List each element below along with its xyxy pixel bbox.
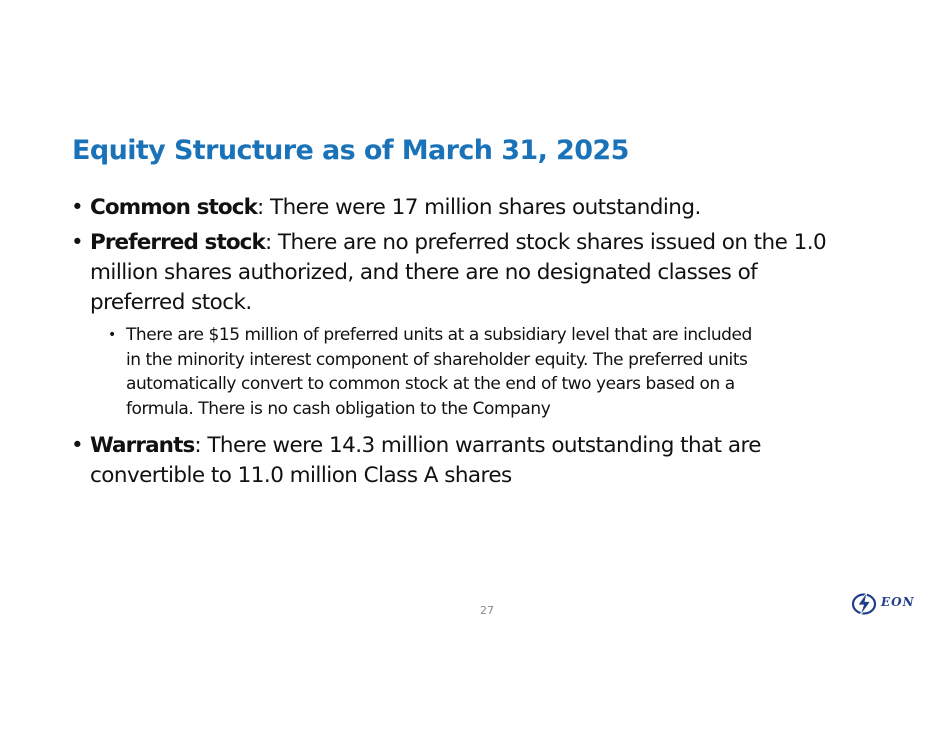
warrants-text-1: : There were 14.3 million warrants outstanding that are xyxy=(194,433,761,458)
slide-title: Equity Structure as of March 31, 2025 xyxy=(72,135,629,166)
sub-bullet-text-2: in the minority interest component of shareholder equity. The preferred units xyxy=(126,349,748,370)
sub-bullet-text-4: formula. There is no cash obligation to the Company xyxy=(126,398,551,419)
slide-content xyxy=(70,193,900,496)
sub-bullet-text-3: automatically convert to common stock at the end of two years based on a xyxy=(126,374,735,394)
bullet-line xyxy=(90,431,900,461)
sub-bullet-text-1: There are $15 million of preferred units at a subsidiary level that are included xyxy=(126,325,752,345)
common-stock-text: : There were 17 million shares outstanding. xyxy=(257,195,701,220)
warrants-label: Warrants xyxy=(90,433,195,458)
sub-bullet-dot: • xyxy=(108,327,116,343)
logo-text: EON xyxy=(881,595,915,609)
preferred-stock-text-1: : There are no preferred stock shares issued on the 1.0 xyxy=(264,230,827,255)
warrants-text-2: convertible to 11.0 million Class A shares xyxy=(90,463,512,488)
bullet-preferred-stock xyxy=(70,228,900,318)
common-stock-label: Common stock xyxy=(90,195,258,220)
bullet-common-stock xyxy=(70,193,900,223)
bullet-line xyxy=(90,228,900,258)
preferred-stock-text-3: preferred stock. xyxy=(90,290,252,315)
bullet-dot: • xyxy=(71,433,84,458)
lightning-bolt-icon xyxy=(851,590,879,618)
page-number: 27 xyxy=(480,604,494,617)
bullet-line xyxy=(90,193,900,223)
bullet-dot: • xyxy=(71,230,84,255)
preferred-stock-text-2: million shares authorized, and there are no designated classes of xyxy=(90,260,758,285)
bullet-dot: • xyxy=(71,195,84,220)
company-logo xyxy=(851,590,921,618)
preferred-stock-label: Preferred stock xyxy=(90,230,265,255)
sub-bullet-preferred-units xyxy=(70,323,900,421)
bullet-warrants xyxy=(70,431,900,491)
